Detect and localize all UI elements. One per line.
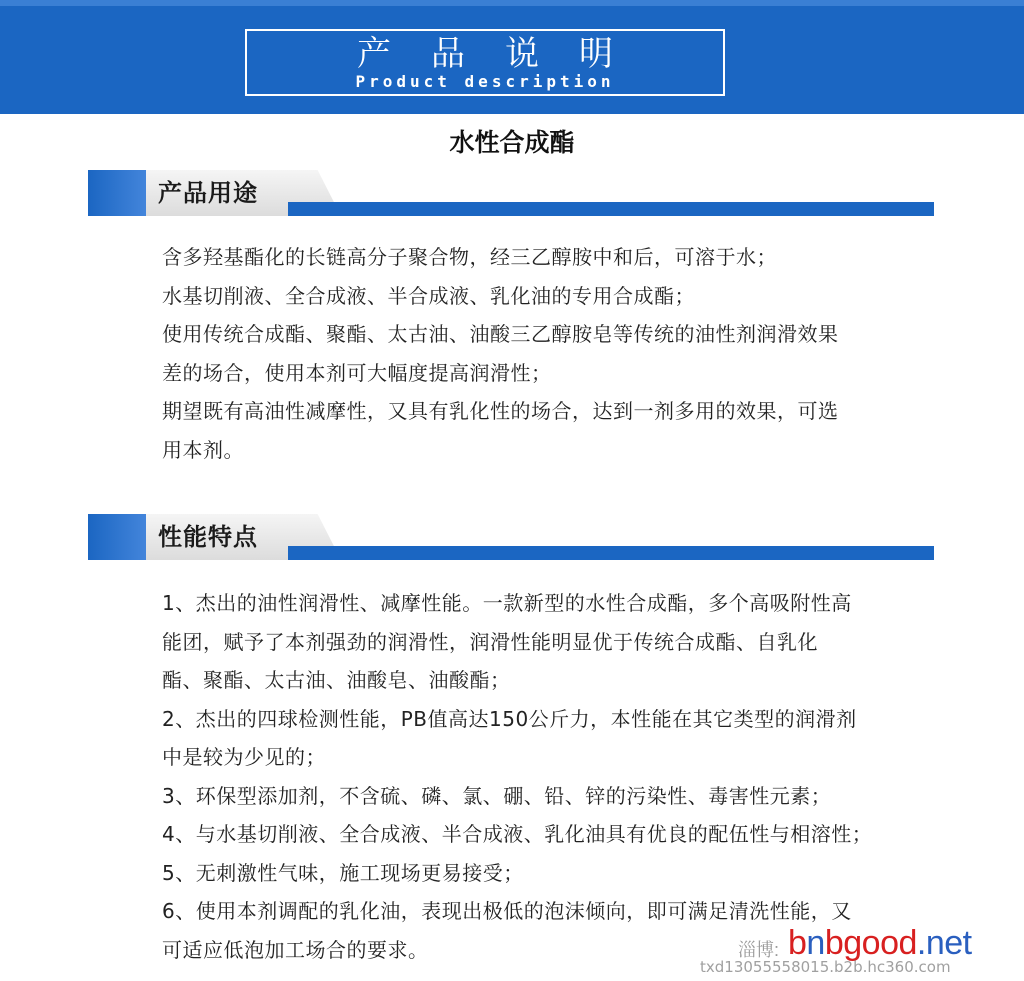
body-line: 能团，赋予了本剂强劲的润滑性，润滑性能明显优于传统合成酯、自乳化 [162, 629, 818, 654]
body-line: 含多羟基酯化的长链高分子聚合物，经三乙醇胺中和后，可溶于水； [162, 245, 777, 269]
brand-b1: b [788, 924, 807, 962]
body-line: 5、无刺激性气味，施工现场更易接受； [162, 860, 524, 885]
section-heading-usage [88, 170, 938, 216]
section-body-features [162, 584, 952, 969]
brand-good: good [843, 924, 917, 962]
banner-subtitle: Product description [355, 72, 615, 91]
body-line: 3、环保型添加剂，不含硫、磷、氯、硼、铅、锌的污染性、毒害性元素； [162, 783, 832, 808]
body-line: 6、使用本剂调配的乳化油，表现出极低的泡沫倾向，即可满足清洗性能，又 [162, 899, 852, 923]
body-line: 4、与水基切削液、全合成液、半合成液、乳化油具有优良的配伍性与相溶性； [162, 822, 873, 846]
body-line: 使用传统合成酯、聚酯、太古油、油酸三乙醇胺皂等传统的油性剂润滑效果 [162, 322, 839, 346]
body-line: 水基切削液、全合成液、半合成液、乳化油的专用合成酯； [162, 283, 695, 308]
heading-rule [288, 546, 934, 560]
watermark-prefix: 淄博: [738, 940, 780, 960]
section-heading-label: 性能特点 [158, 523, 258, 551]
watermark-contact: txd13055558015.b2b.hc360.com [700, 958, 951, 976]
heading-rule [288, 202, 934, 216]
banner-title-box [245, 29, 725, 96]
document-title: 水性合成酯 [449, 128, 575, 157]
section-body-usage [162, 238, 952, 469]
banner-top-stripe [0, 0, 1024, 6]
body-line: 期望既有高油性减摩性，又具有乳化性的场合，达到一剂多用的效果，可选 [162, 399, 839, 423]
brand-net: net [925, 924, 972, 962]
brand-b2: b [824, 924, 844, 962]
brand-dot: . [916, 924, 926, 962]
body-line: 差的场合，使用本剂可大幅度提高润滑性； [162, 360, 552, 385]
banner-title: 产品说明 [357, 34, 653, 74]
header-banner [0, 0, 1024, 114]
body-line: 用本剂。 [162, 437, 244, 462]
section-heading-features [88, 514, 938, 560]
body-line: 1、杰出的油性润滑性、减摩性能。一款新型的水性合成酯，多个高吸附性高 [162, 591, 852, 615]
body-line: 2、杰出的四球检测性能，PB值高达150公斤力，本性能在其它类型的润滑剂 [162, 706, 857, 731]
section-heading-label: 产品用途 [158, 179, 258, 207]
body-line: 中是较为少见的； [162, 745, 326, 769]
body-line: 酯、聚酯、太古油、油酸皂、油酸酯； [162, 668, 511, 692]
body-line: 可适应低泡加工场合的要求。 [162, 937, 429, 962]
brand-n: n [806, 924, 825, 962]
